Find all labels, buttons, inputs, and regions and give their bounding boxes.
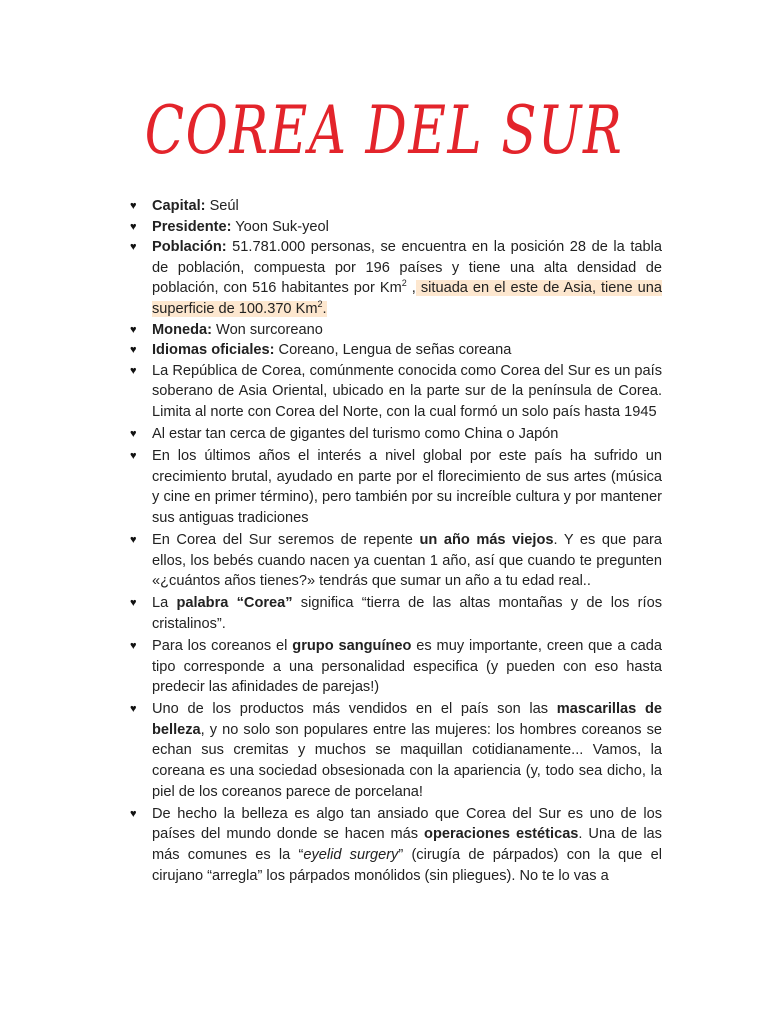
list-item-poblacion — [130, 237, 662, 319]
bold-phrase: grupo sanguíneo — [292, 637, 412, 654]
item-label: Capital: — [152, 198, 206, 214]
item-text: , y no solo son populares entre las mujeres: los hombres coreanos se echan sus cremitas y muchos se maquillan cotidianamente... Vamos, la coreana es una sociedad obsesionada con la apariencia (y, todo sea dicho, la piel de los coreanos parece de porcelana! — [152, 721, 662, 800]
superscript: 2 — [401, 278, 407, 289]
item-text: En Corea del Sur seremos de repente — [152, 532, 420, 548]
item-text: La — [152, 595, 177, 612]
item-value: Yoon Suk-yeol — [231, 218, 329, 235]
item-label: Población: — [152, 239, 227, 256]
list-item-republica — [130, 361, 662, 423]
item-value: Coreano, Lengua de señas coreana — [274, 342, 512, 359]
heart-bullet-icon: ♥ — [130, 364, 137, 377]
list-item-capital — [130, 196, 662, 217]
list-item-moneda — [130, 320, 662, 341]
bold-phrase: un año más viejos — [419, 532, 554, 548]
heart-bullet-icon: ♥ — [130, 241, 137, 254]
bold-phrase: mascarillas de belleza — [152, 701, 662, 738]
bold-phrase: operaciones estéticas — [424, 826, 579, 843]
list-item-turismo — [130, 424, 662, 445]
bold-phrase: palabra “Corea” — [176, 595, 293, 612]
italic-phrase: eyelid surgery — [303, 846, 399, 863]
heart-bullet-icon: ♥ — [130, 344, 137, 357]
heart-bullet-icon: ♥ — [130, 534, 137, 546]
item-text: La República de Corea, comúnmente conocida como Corea del Sur es un país soberano de Asia Oriental, ubicado en la parte sur de la península de Corea. Limita al norte con Corea del Norte, con la cual formó un solo país hasta 1945 — [152, 362, 662, 420]
item-value: Won surcoreano — [212, 321, 323, 338]
item-value: Seúl — [205, 198, 239, 214]
item-text: . Y es que para ellos, los bebés cuando nacen ya cuentan 1 año, así que cuando te pregunten «¿cuántos años tienes?» tendrás que sumar un año a tu edad real.. — [152, 532, 662, 590]
item-text: 51.781.000 personas, se encuentra en la posición 28 de la tabla de población, compuesta por 196 países y tiene una alta densidad de población, con 516 habitantes por Km — [152, 239, 662, 297]
list-item-edad — [130, 530, 662, 592]
heart-bullet-icon: ♥ — [130, 220, 137, 233]
item-text: es muy importante, creen que a cada tipo corresponde a una personalidad especifica (y pueden con eso hasta predecir las afinidades de parejas!) — [152, 637, 662, 696]
fact-list — [130, 196, 662, 886]
list-item-palabra — [130, 593, 662, 634]
list-item-operaciones — [130, 804, 662, 886]
heart-bullet-icon: ♥ — [130, 597, 137, 610]
item-text: . — [322, 300, 327, 317]
item-text: En los últimos años el interés a nivel global por este país ha sufrido un crecimiento brutal, ayudado en parte por el florecimiento de sus artes (música y cine en primer término), pero también por su increíble cultura y por mantener sus antiguas tradiciones — [152, 448, 662, 526]
heart-bullet-icon: ♥ — [130, 323, 137, 336]
heart-bullet-icon: ♥ — [130, 200, 137, 212]
item-text: De hecho la belleza es algo tan ansiado que Corea del Sur es uno de los países del mundo donde se hacen más — [152, 805, 662, 843]
list-item-grupo — [130, 636, 662, 698]
page-title: COREA DEL SUR — [144, 92, 624, 169]
item-label: Presidente: — [152, 218, 232, 235]
item-text: ” (cirugía de párpados) con la que el cirujano “arregla” los párpados monólidos (sin pliegues). No te lo vas a — [152, 846, 663, 884]
heart-bullet-icon: ♥ — [130, 807, 137, 820]
list-item-idiomas — [130, 340, 662, 361]
item-text: Para los coreanos el — [152, 637, 293, 654]
heart-bullet-icon: ♥ — [130, 639, 137, 652]
list-item-mascarillas — [130, 699, 662, 802]
item-text: Uno de los productos más vendidos en el país son las — [152, 701, 557, 718]
highlighted-text-content: situada en el este de Asia, tiene una superficie de 100.370 Km — [152, 280, 663, 317]
item-text: significa “tierra de las altas montañas y de los ríos cristalinos”. — [152, 595, 662, 632]
item-label: Moneda: — [152, 321, 212, 338]
superscript: 2 — [317, 298, 323, 309]
item-text: , — [406, 280, 416, 297]
item-label: Idiomas oficiales: — [152, 342, 275, 359]
list-item-interes — [130, 446, 662, 528]
item-text: Al estar tan cerca de gigantes del turismo como China o Japón — [152, 426, 559, 443]
item-text: . Una de las más comunes es la “ — [152, 826, 662, 863]
heart-bullet-icon: ♥ — [130, 428, 137, 441]
list-item-presidente — [130, 217, 662, 238]
heart-bullet-icon: ♥ — [130, 450, 137, 463]
heart-bullet-icon: ♥ — [130, 703, 137, 716]
